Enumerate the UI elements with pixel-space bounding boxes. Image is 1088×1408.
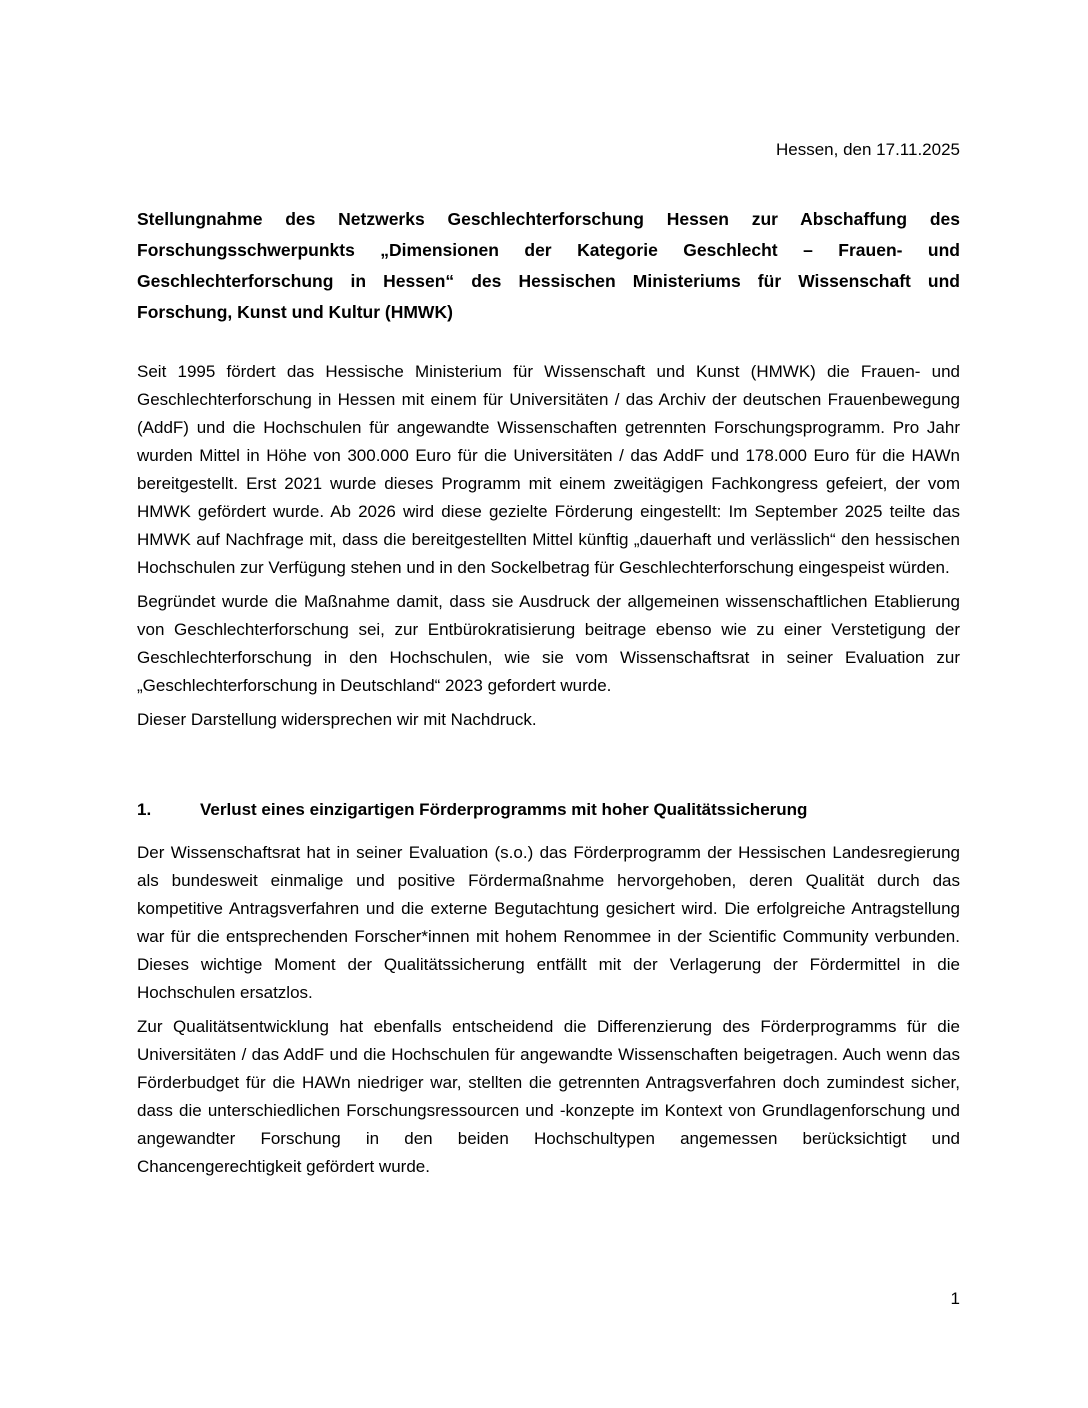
section-1-heading (137, 796, 960, 824)
section-1-paragraph-1: Der Wissenschaftsrat hat in seiner Evaluation (s.o.) das Förderprogramm der Hessischen Landesregierung als bundesweit einmalige und positive Fördermaßnahme hervorgehoben, deren Qualität durch das kompetitive Antragsverfahren und die externe Begutachtung gesichert wird. Die erfolgreiche Antragstellung war für die entsprechenden Forscher*innen mit hohem Renommee in der Scientific Community verbunden. Dieses wichtige Moment der Qualitätssicherung entfällt mit der Verlagerung der Fördermittel in die Hochschulen ersatzlos. (137, 843, 960, 1002)
intro-paragraph-1: Seit 1995 fördert das Hessische Ministerium für Wissenschaft und Kunst (HMWK) die Frauen- und Geschlechterforschung in Hessen mit einem für Universitäten / das Archiv der deutschen Frauenbewegung (AddF) und die Hochschulen für angewandte Wissenschaften getrennten Forschungsprogramm. Pro Jahr wurden Mittel in Höhe von 300.000 Euro für die Universitäten / das AddF und 178.000 Euro für die HAWn bereitgestellt. Erst 2021 wurde dieses Programm mit einem zweitägigen Fachkongress gefeiert, der vom HMWK gefördert wurde. Ab 2026 wird diese gezielte Förderung eingestellt: Im September 2025 teilte das HMWK auf Nachfrage mit, dass die bereitgestellten Mittel künftig „dauerhaft und verlässlich“ den hessischen Hochschulen zur Verfügung stehen und in den Sockelbetrag für Geschlechterforschung eingespeist würden. (137, 362, 960, 577)
date-line: Hessen, den 17.11.2025 (776, 140, 960, 159)
intro-paragraph-2: Begründet wurde die Maßnahme damit, dass sie Ausdruck der allgemeinen wissenschaftlichen Etablierung von Geschlechterforschung sei, zur Entbürokratisierung beitrage ebenso wie zu einer Verstetigung der Geschlechterforschung in den Hochschulen, wie sie vom Wissenschaftsrat in seiner Evaluation zur „Geschlechterforschung in Deutschland“ 2023 gefordert wurde. (137, 592, 960, 695)
section-1-title: Verlust eines einzigartigen Förderprogramms mit hoher Qualitätssicherung (200, 800, 808, 819)
section-1-number: 1. (137, 800, 152, 819)
page-number: 1 (950, 1289, 960, 1308)
statement-emphasis-line: Dieser Darstellung widersprechen wir mit Nachdruck. (137, 710, 537, 729)
section-1-paragraph-2: Zur Qualitätsentwicklung hat ebenfalls entscheidend die Differenzierung des Förderprogramms für die Universitäten / das AddF und die Hochschulen für angewandte Wissenschaften beigetragen. Auch wenn das Förderbudget für die HAWn niedriger war, stellten die getrennten Antragsverfahren doch zumindest sicher, dass die unterschiedlichen Forschungsressourcen und -konzepte im Kontext von Grundlagenforschung und angewandter Forschung in den beiden Hochschultypen angemessen berücksichtigt und Chancengerechtigkeit gefördert wurde. (137, 1017, 960, 1176)
document-title: Stellungnahme des Netzwerks Geschlechterforschung Hessen zur Abschaffung des Forschungsschwerpunkts „Dimensionen der Kategorie Geschlecht – Frauen- und Geschlechterforschung in Hessen“ des Hessischen Ministeriums für Wissenschaft und Forschung, Kunst und Kultur (HMWK) (137, 209, 960, 322)
